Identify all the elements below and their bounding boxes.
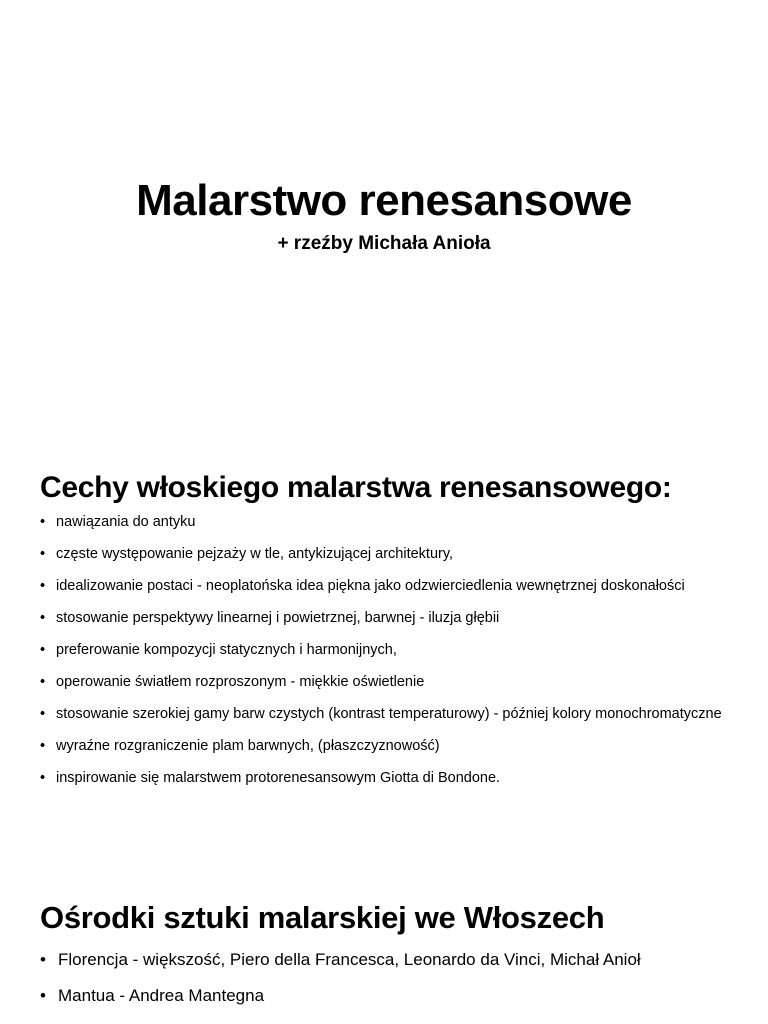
section-features-heading: Cechy włoskiego malarstwa renesansowego: [40,471,672,504]
list-item: • częste występowanie pejzaży w tle, antykizującej architektury, [40,546,740,563]
list-item: • Florencja - większość, Piero della Francesca, Leonardo da Vinci, Michał Anioł [40,950,740,970]
section-features [40,470,740,802]
page-title: Malarstwo renesansowe [136,176,632,225]
list-item: • preferowanie kompozycji statycznych i harmonijnych, [40,642,740,659]
list-item: • idealizowanie postaci - neoplatońska idea piękna jako odzwierciedlenia wewnętrznej doskonałości [40,578,740,595]
title-block [0,176,768,256]
list-item: • inspirowanie się malarstwem protorenesansowym Giotta di Bondone. [40,770,740,787]
list-item: • operowanie światłem rozproszonym - miękkie oświetlenie [40,674,740,691]
centers-list [40,950,740,1006]
features-list [40,514,740,787]
list-item: • Mantua - Andrea Mantegna [40,986,740,1006]
list-item: • stosowanie szerokiej gamy barw czystych (kontrast temperaturowy) - później kolory monochromatyczne [40,706,740,723]
list-item: • stosowanie perspektywy linearnej i powietrznej, barwnej - iluzja głębii [40,610,740,627]
page-subtitle: + rzeźby Michała Anioła [277,233,491,254]
section-centers [40,900,740,1022]
list-item: • wyraźne rozgraniczenie plam barwnych, (płaszczyznowość) [40,738,740,755]
section-centers-heading: Ośrodki sztuki malarskiej we Włoszech [40,900,605,935]
list-item: • nawiązania do antyku [40,514,740,531]
